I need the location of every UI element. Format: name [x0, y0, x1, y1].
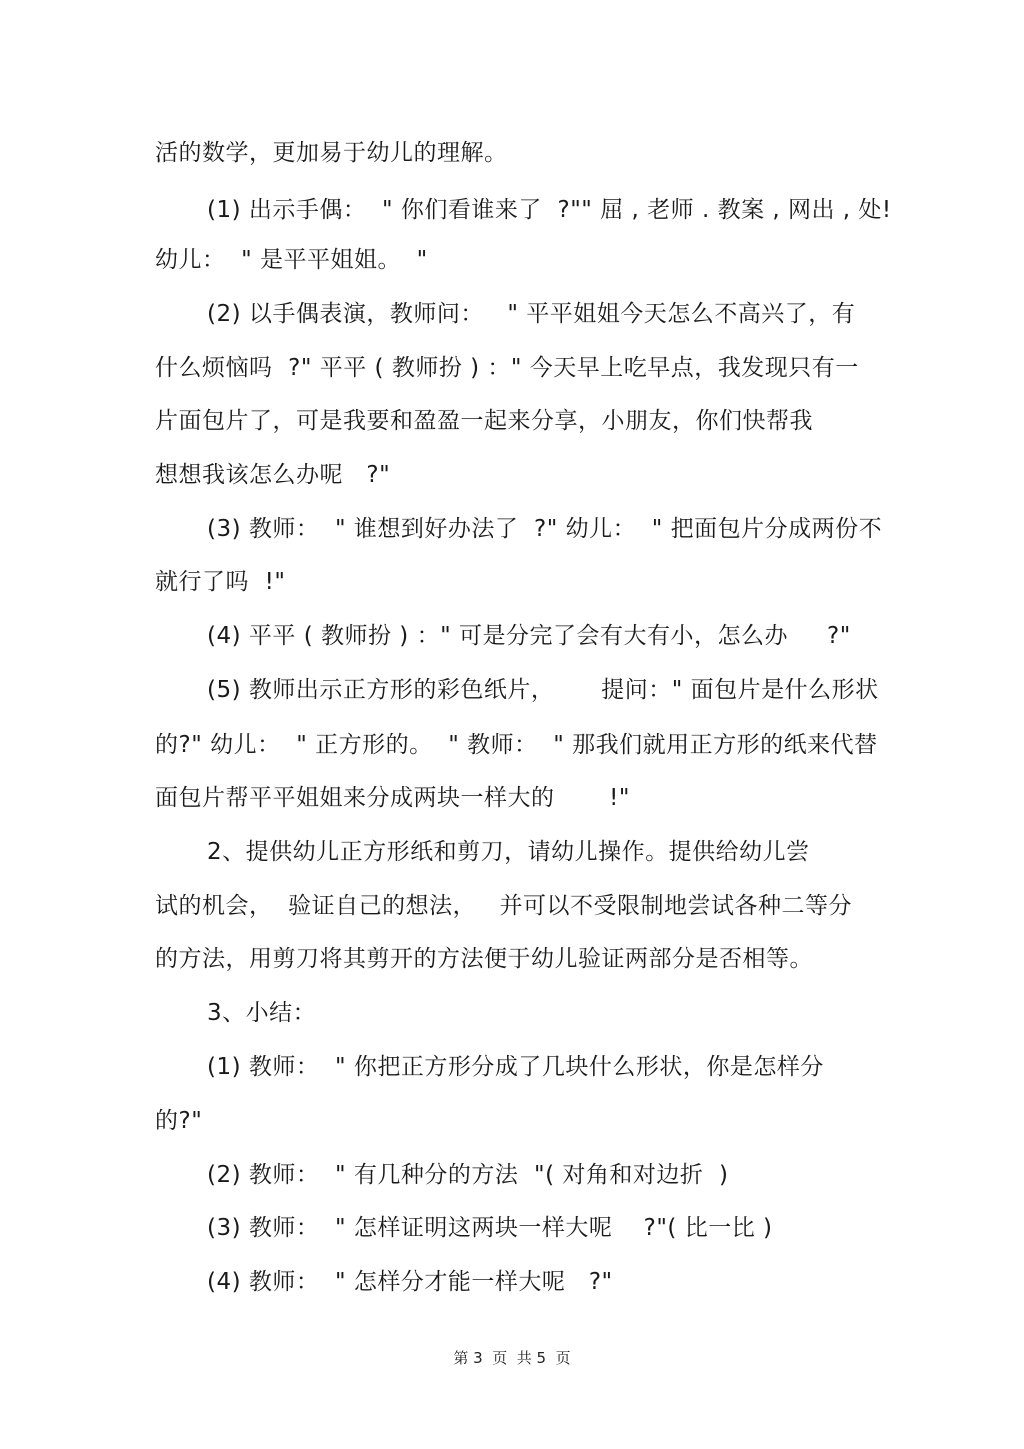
paragraph-line: 的?" 幼儿： " 正方形的。 " 教师： " 那我们就用正方形的纸来代替 [155, 732, 878, 758]
paragraph-line: (2) 以手偶表演，教师问： " 平平姐姐今天怎么不高兴了，有 [207, 301, 856, 327]
paragraph-line: 面包片帮平平姐姐来分成两块一样大的 !" [155, 785, 630, 811]
paragraph-line: 就行了吗 !" [155, 569, 286, 595]
paragraph-line: (5) 教师出示正方形的彩色纸片， 提问：" 面包片是什么形状 [207, 677, 879, 703]
paragraph-line: 3、小结： [207, 1000, 317, 1026]
paragraph-line: (1) 教师： " 你把正方形分成了几块什么形状，你是怎样分 [207, 1054, 824, 1080]
paragraph-line: (2) 教师： " 有几种分的方法 "( 对角和对边折 ) [207, 1162, 729, 1188]
paragraph-line: 的?" [155, 1108, 203, 1134]
paragraph-line: 片面包片了，可是我要和盈盈一起来分享，小朋友，你们快帮我 [155, 408, 813, 434]
page-footer: 第 3 页 共 5 页 [453, 1349, 571, 1367]
paragraph-line: 的方法，用剪刀将其剪开的方法便于幼儿验证两部分是否相等。 [155, 946, 813, 972]
paragraph-line: 想想我该怎么办呢 ?" [155, 462, 391, 488]
paragraph-line: (4) 教师： " 怎样分才能一样大呢 ?" [207, 1269, 613, 1295]
paragraph-line: 活的数学，更加易于幼儿的理解。 [155, 140, 508, 166]
paragraph-line: (1) 出示手偶： " 你们看谁来了 ?"" 屈 , 老师 . 教案 , 网出 , 处! [207, 197, 892, 223]
paragraph-line: (3) 教师： " 怎样证明这两块一样大呢 ?"( 比一比 ) [207, 1215, 773, 1241]
paragraph-line: 幼儿： " 是平平姐姐。 " [155, 247, 428, 273]
paragraph-line: (4) 平平 ( 教师扮 ) ：" 可是分完了会有大有小，怎么办 ?" [207, 623, 851, 649]
paragraph-line: 试的机会， 验证自己的想法， 并可以不受限制地尝试各种二等分 [155, 893, 853, 919]
paragraph-line: (3) 教师： " 谁想到好办法了 ?" 幼儿： " 把面包片分成两份不 [207, 516, 883, 542]
paragraph-line: 2、提供幼儿正方形纸和剪刀，请幼儿操作。提供给幼儿尝 [207, 839, 810, 865]
paragraph-line: 什么烦恼吗 ?" 平平 ( 教师扮 ) ：" 今天早上吃早点，我发现只有一 [155, 355, 859, 381]
